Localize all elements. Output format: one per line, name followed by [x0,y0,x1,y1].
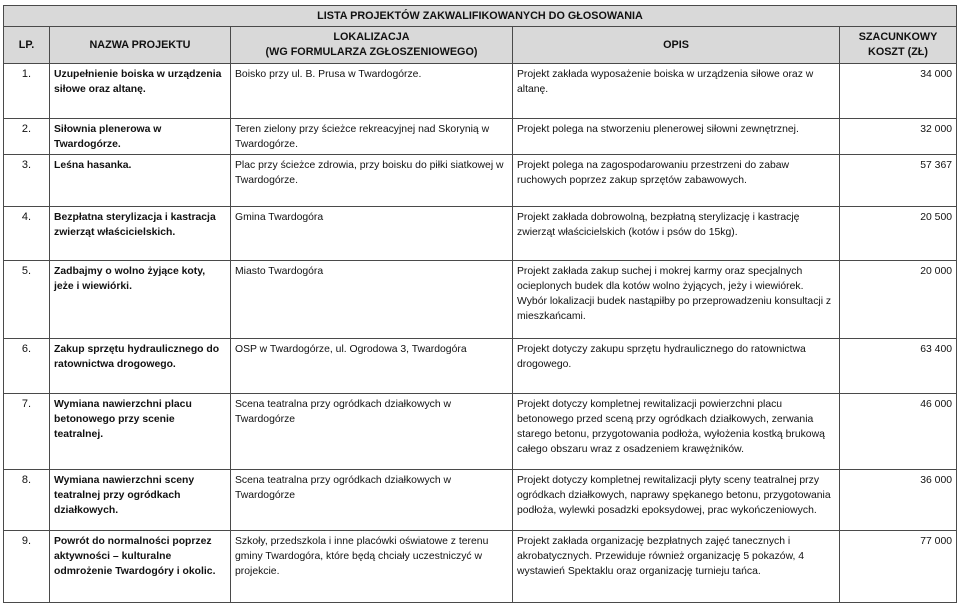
row-description: Projekt dotyczy zakupu sprzętu hydraulicznego do ratownictwa drogowego. [513,339,840,394]
row-location: Miasto Twardogóra [231,261,513,339]
header-location-line1: LOKALIZACJA [333,31,410,43]
row-lp: 8. [4,470,50,531]
row-location: Plac przy ścieżce zdrowia, przy boisku do piłki siatkowej w Twardogórze. [231,155,513,207]
table-row [4,64,957,119]
row-lp: 4. [4,207,50,261]
row-project-name: Leśna hasanka. [50,155,231,207]
header-cost-line2: KOSZT (ZŁ) [868,46,928,58]
row-cost: 20 500 [840,207,957,261]
header-name: NAZWA PROJEKTU [50,27,231,64]
table-row [4,394,957,470]
table-row [4,207,957,261]
row-lp: 2. [4,119,50,155]
row-project-name: Wymiana nawierzchni sceny teatralnej przy ogródkach działkowych. [50,470,231,531]
table-row [4,119,957,155]
row-description: Projekt zakłada wyposażenie boiska w urządzenia siłowe oraz w altanę. [513,64,840,119]
row-location: Szkoły, przedszkola i inne placówki oświatowe z terenu gminy Twardogóra, które będą chciały uczestniczyć w projekcie. [231,531,513,603]
header-location-line2: (WG FORMULARZA ZGŁOSZENIOWEGO) [265,46,478,58]
row-lp: 5. [4,261,50,339]
row-lp: 9. [4,531,50,603]
projects-table [3,5,957,603]
header-cost-line1: SZACUNKOWY [858,31,938,43]
row-project-name: Wymiana nawierzchni placu betonowego przy scenie teatralnej. [50,394,231,470]
header-location [231,27,513,64]
row-cost: 20 000 [840,261,957,339]
row-lp: 6. [4,339,50,394]
row-lp: 7. [4,394,50,470]
row-location: OSP w Twardogórze, ul. Ogrodowa 3, Twardogóra [231,339,513,394]
row-project-name: Powrót do normalności poprzez aktywności – kulturalne odmrożenie Twardogóry i okolic. [50,531,231,603]
row-description: Projekt zakłada dobrowolną, bezpłatną sterylizację i kastrację zwierząt właścicielskich (kotów i psów do 15kg). [513,207,840,261]
header-description: OPIS [513,27,840,64]
row-description: Projekt polega na zagospodarowaniu przestrzeni do zabaw ruchowych poprzez zakup sprzętów zabawowych. [513,155,840,207]
header-lp: LP. [4,27,50,64]
row-cost: 46 000 [840,394,957,470]
table-row [4,155,957,207]
row-project-name: Siłownia plenerowa w Twardogórze. [50,119,231,155]
header-cost [840,27,957,64]
table-title: LISTA PROJEKTÓW ZAKWALIFIKOWANYCH DO GŁOSOWANIA [4,6,957,27]
row-location: Gmina Twardogóra [231,207,513,261]
row-description: Projekt dotyczy kompletnej rewitalizacji płyty sceny teatralnej przy ogródkach działkowych, naprawy spękanego betonu, przygotowania podłoża, wylewki posadzki epoksydowej, prac wykończeniowych. [513,470,840,531]
row-location: Scena teatralna przy ogródkach działkowych w Twardogórze [231,470,513,531]
row-location: Teren zielony przy ścieżce rekreacyjnej nad Skorynią w Twardogórze. [231,119,513,155]
table-row [4,261,957,339]
row-description: Projekt dotyczy kompletnej rewitalizacji powierzchni placu betonowego przed sceną przy ogródkach działkowych, zerwania starego betonu, przygotowania podłoża, wyłożenia kostką brukową całego obszaru wraz z osadzeniem krawężników. [513,394,840,470]
row-project-name: Uzupełnienie boiska w urządzenia siłowe oraz altanę. [50,64,231,119]
row-cost: 77 000 [840,531,957,603]
row-cost: 36 000 [840,470,957,531]
table-row [4,531,957,603]
table-row [4,339,957,394]
row-cost: 32 000 [840,119,957,155]
row-location: Boisko przy ul. B. Prusa w Twardogórze. [231,64,513,119]
row-cost: 34 000 [840,64,957,119]
row-lp: 1. [4,64,50,119]
row-description: Projekt zakłada zakup suchej i mokrej karmy oraz specjalnych ocieplonych budek dla kotów wolno żyjących, jeży i wiewiórek. Wybór lokalizacji budek nastąpiłby po przeprowadzeniu konsultacji z mieszkańcami. [513,261,840,339]
row-project-name: Zadbajmy o wolno żyjące koty, jeże i wiewiórki. [50,261,231,339]
row-project-name: Bezpłatna sterylizacja i kastracja zwierząt właścicielskich. [50,207,231,261]
table-row [4,470,957,531]
row-description: Projekt zakłada organizację bezpłatnych zajęć tanecznych i akrobatycznych. Przewiduje również organizację 5 pokazów, 4 wystawień Spektaklu oraz organizację turnieju tańca. [513,531,840,603]
row-description: Projekt polega na stworzeniu plenerowej siłowni zewnętrznej. [513,119,840,155]
row-cost: 63 400 [840,339,957,394]
row-location: Scena teatralna przy ogródkach działkowych w Twardogórze [231,394,513,470]
row-lp: 3. [4,155,50,207]
row-project-name: Zakup sprzętu hydraulicznego do ratownictwa drogowego. [50,339,231,394]
row-cost: 57 367 [840,155,957,207]
